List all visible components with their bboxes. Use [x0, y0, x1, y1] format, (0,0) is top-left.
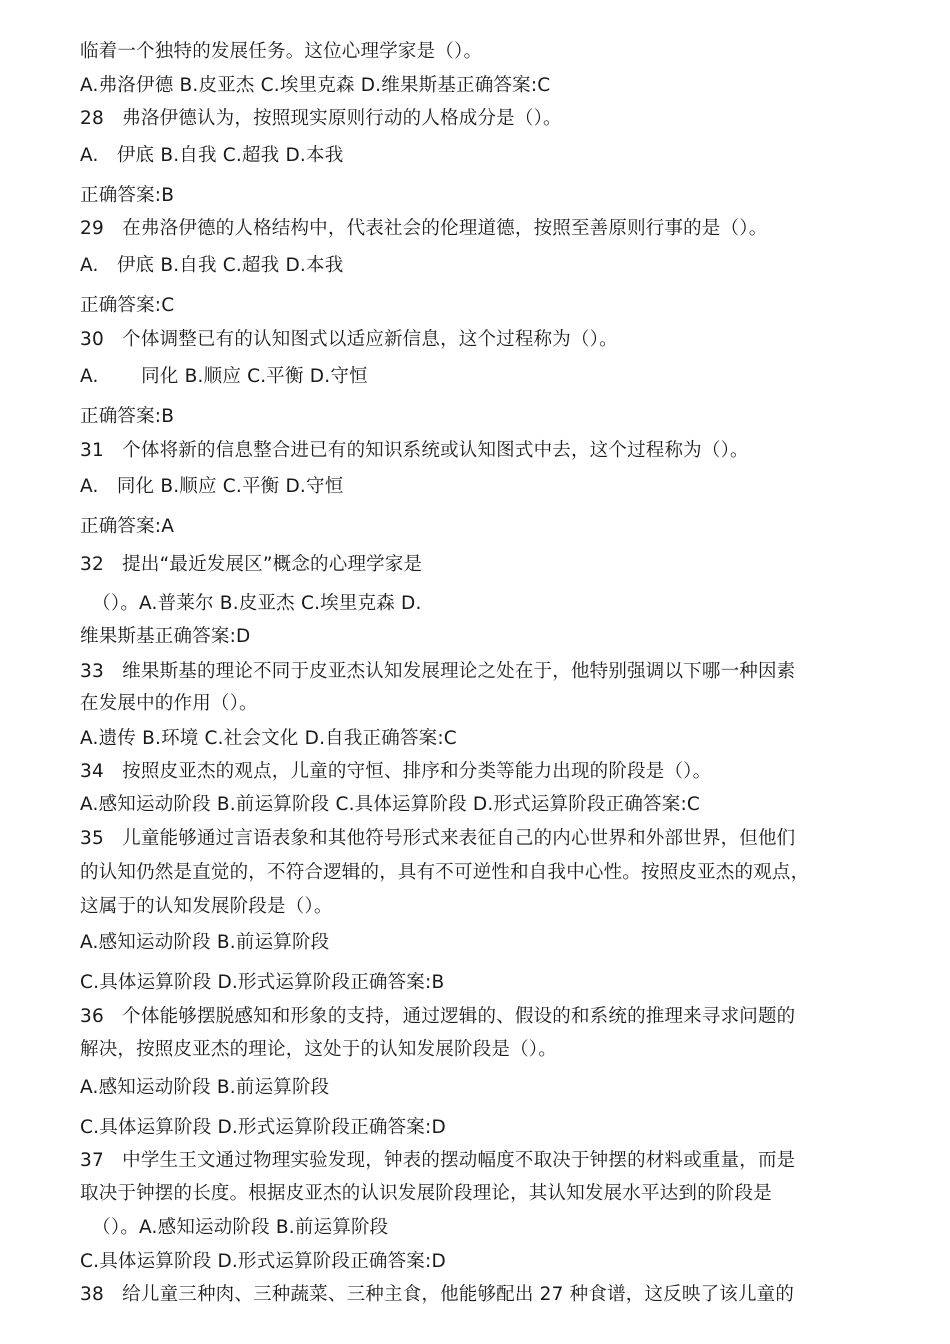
- answer-options: （）。A.普莱尔 B.皮亚杰 C.埃里克森 D.: [80, 593, 422, 614]
- correct-answer: 正确答案:A: [80, 516, 175, 537]
- question-38: 38 给儿童三种肉、三种蔬菜、三种主食，他能够配出 27 种食谱，这反映了该儿童的: [80, 1284, 795, 1305]
- text-line: 取决于钟摆的长度。根据皮亚杰的认识发展阶段理论，其认知发展水平达到的阶段是: [80, 1183, 772, 1204]
- question-36: 36 个体能够摆脱感知和形象的支持，通过逻辑的、假设的和系统的推理来寻求问题的: [80, 1006, 796, 1027]
- text-line: 解决，按照皮亚杰的理论，这处于的认知发展阶段是（）。: [80, 1039, 557, 1060]
- answer-options: A. 同化 B.顺应 C.平衡 D.守恒: [80, 366, 368, 387]
- question-32: 32 提出“最近发展区”概念的心理学家是: [80, 554, 423, 575]
- question-37: 37 中学生王文通过物理实验发现，钟表的摆动幅度不取决于钟摆的材料或重量，而是: [80, 1150, 796, 1171]
- text-line: 临着一个独特的发展任务。这位心理学家是（）。: [80, 41, 483, 62]
- answer-options: A. 伊底 B.自我 C.超我 D.本我: [80, 145, 344, 166]
- question-30: 30 个体调整已有的认知图式以适应新信息，这个过程称为（）。: [80, 329, 618, 350]
- correct-answer: 正确答案:C: [80, 295, 175, 316]
- answer-options: A. 同化 B.顺应 C.平衡 D.守恒: [80, 476, 344, 497]
- answer-options: C.具体运算阶段 D.形式运算阶段正确答案:D: [80, 1251, 446, 1272]
- answer-options: A.感知运动阶段 B.前运算阶段: [80, 1077, 330, 1098]
- answer-options: A.感知运动阶段 B.前运算阶段 C.具体运算阶段 D.形式运算阶段正确答案:C: [80, 794, 701, 815]
- answer-options: C.具体运算阶段 D.形式运算阶段正确答案:B: [80, 972, 445, 993]
- answer-options: A.感知运动阶段 B.前运算阶段: [80, 932, 330, 953]
- answer-options: A.遗传 B.环境 C.社会文化 D.自我正确答案:C: [80, 728, 457, 749]
- question-31: 31 个体将新的信息整合进已有的知识系统或认知图式中去，这个过程称为（）。: [80, 440, 749, 461]
- question-34: 34 按照皮亚杰的观点，儿童的守恒、排序和分类等能力出现的阶段是（）。: [80, 761, 712, 782]
- question-35: 35 儿童能够通过言语表象和其他符号形式来表征自己的内心世界和外部世界，但他们: [80, 828, 796, 849]
- answer-options: C.具体运算阶段 D.形式运算阶段正确答案:D: [80, 1117, 446, 1138]
- text-line: 的认知仍然是直觉的，不符合逻辑的，具有不可逆性和自我中心性。按照皮亚杰的观点，: [80, 862, 810, 883]
- answer-options: A. 伊底 B.自我 C.超我 D.本我: [80, 255, 344, 276]
- question-33: 33 维果斯基的理论不同于皮亚杰认知发展理论之处在于，他特别强调以下哪一种因素: [80, 661, 796, 682]
- text-line: 这属于的认知发展阶段是（）。: [80, 896, 333, 917]
- correct-answer: 正确答案:B: [80, 185, 175, 206]
- question-28: 28 弗洛伊德认为，按照现实原则行动的人格成分是（）。: [80, 108, 562, 129]
- question-29: 29 在弗洛伊德的人格结构中，代表社会的伦理道德，按照至善原则行事的是（）。: [80, 218, 768, 239]
- answer-options: （）。A.感知运动阶段 B.前运算阶段: [80, 1217, 389, 1238]
- answer-options: A.弗洛伊德 B.皮亚杰 C.埃里克森 D.维果斯基正确答案:C: [80, 75, 551, 96]
- text-line: 在发展中的作用（）。: [80, 693, 258, 714]
- correct-answer: 维果斯基正确答案:D: [80, 626, 251, 647]
- correct-answer: 正确答案:B: [80, 406, 175, 427]
